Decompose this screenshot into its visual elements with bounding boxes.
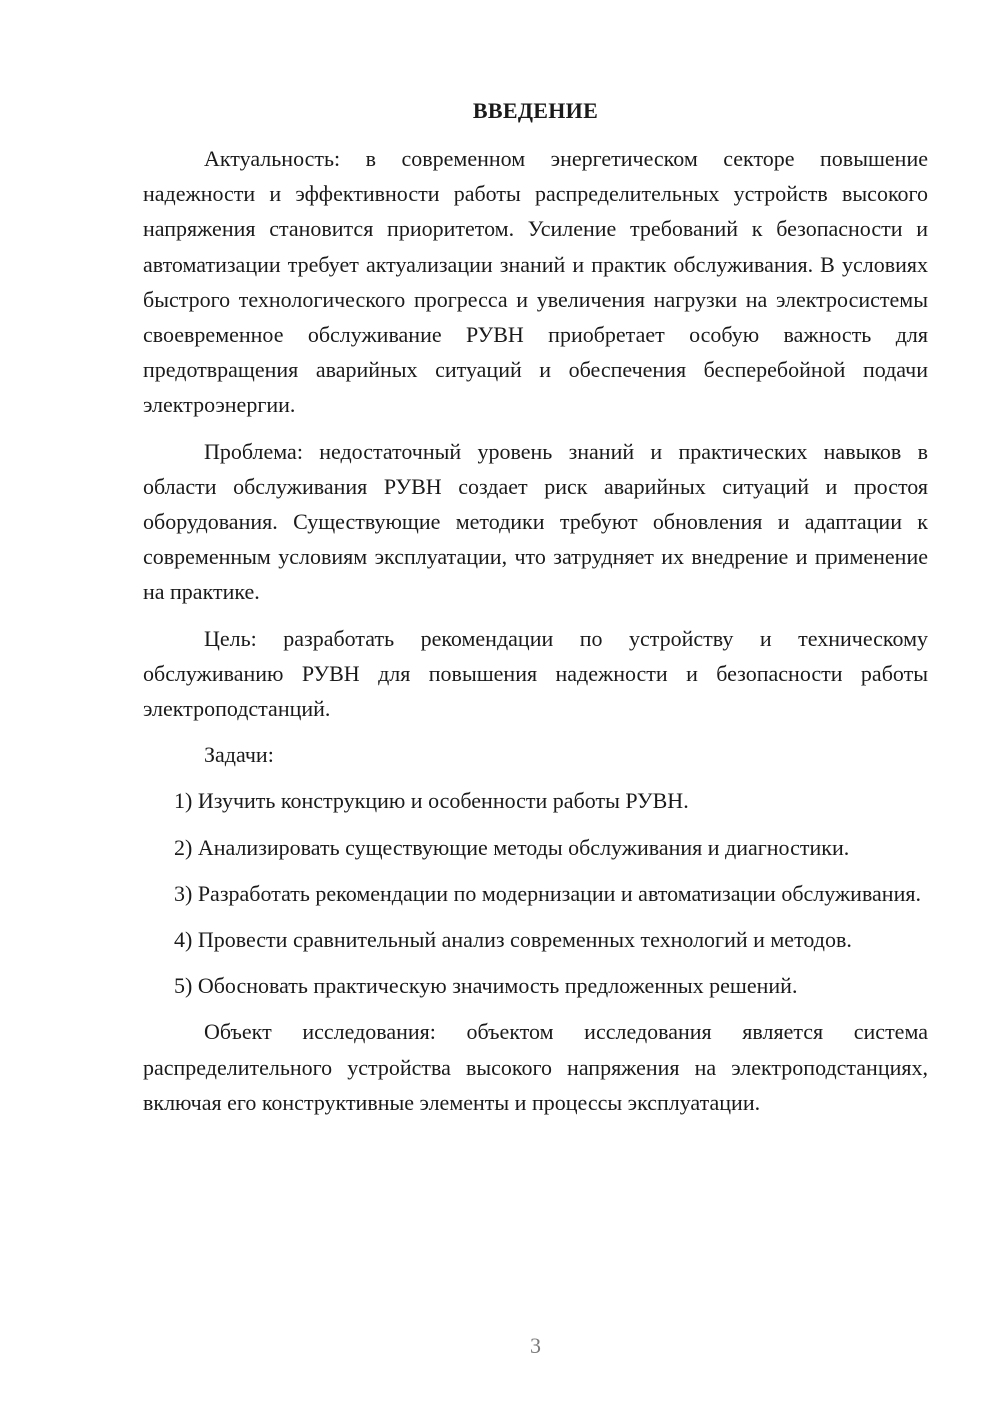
paragraph-problem: Проблема: недостаточный уровень знаний и практических навыков в области обслуживания РУВН создает риск аварийных ситуаций и простоя оборудования. Существующие методики требуют обновления и адаптации к современным условиям эксплуатации, что затрудняет их внедрение и применение на практике. — [143, 438, 928, 605]
tasks-heading: Задачи: — [204, 742, 274, 768]
document-body — [143, 141, 928, 1131]
list-item: 5) Обосновать практическую значимость предложенных решений. — [174, 973, 798, 999]
list-item: 3) Разработать рекомендации по модернизации и автоматизации обслуживания. — [174, 880, 921, 906]
list-item: 2) Анализировать существующие методы обслуживания и диагностики. — [174, 834, 850, 860]
paragraph-object: Объект исследования: объектом исследования является система распределительного устройства высокого напряжения на электроподстанциях, включая его конструктивные элементы и процессы эксплуатации. — [143, 1019, 928, 1115]
paragraph-relevance: Актуальность: в современном энергетическом секторе повышение надежности и эффективности работы распределительных устройств высокого напряжения становится приоритетом. Усиление требований к безопасности и автоматизации требует актуализации знаний и практик обслуживания. В условиях быстрого технологического прогресса и увеличения нагрузки на электросистемы своевременное обслуживание РУВН приобретает особую важность для предотвращения аварийных ситуаций и обеспечения бесперебойной подачи электроэнергии. — [143, 146, 928, 418]
paragraph-goal: Цель: разработать рекомендации по устройству и техническому обслуживанию РУВН для повышения надежности и безопасности работы электроподстанций. — [143, 625, 928, 722]
page-title: ВВЕДЕНИЕ — [472, 98, 599, 123]
list-item: 4) Провести сравнительный анализ современных технологий и методов. — [174, 927, 852, 953]
page-number: 3 — [530, 1333, 541, 1358]
list-item: 1) Изучить конструкцию и особенности работы РУВН. — [174, 788, 689, 814]
